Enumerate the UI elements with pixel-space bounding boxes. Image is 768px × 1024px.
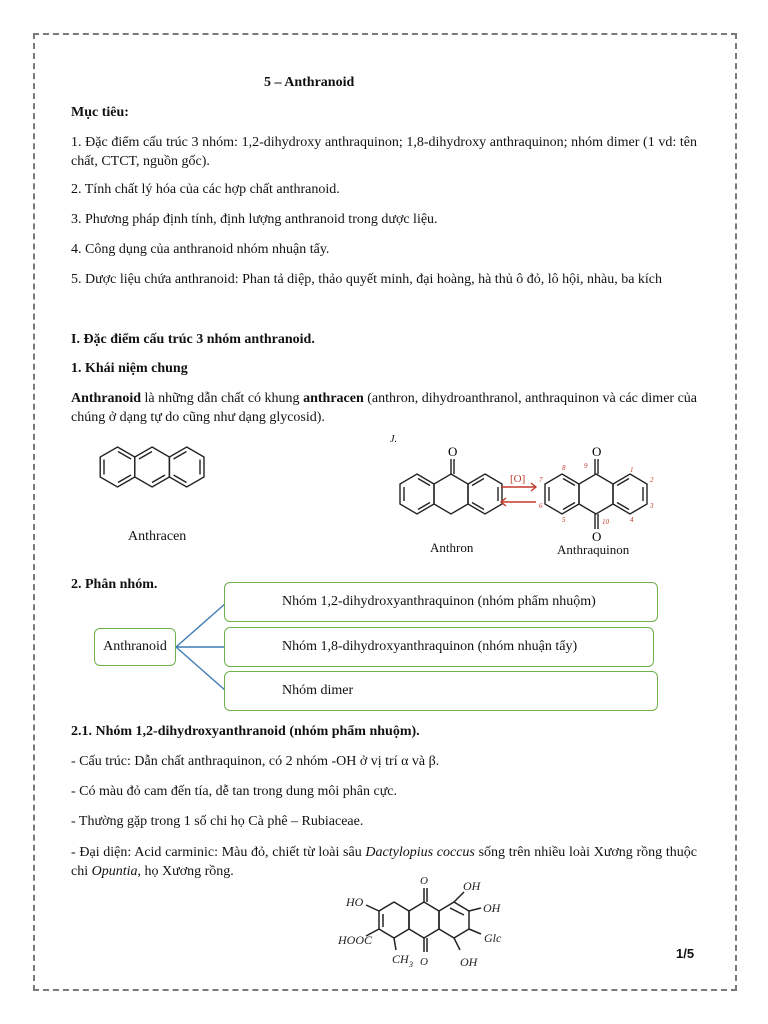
objective-item-3: 3. Phương pháp định tính, định lượng anthranoid trong dược liệu.	[71, 212, 438, 227]
group-label-3: Nhóm dimer	[282, 683, 354, 698]
objective-item-4: 4. Công dụng của anthranoid nhóm nhuận tẩy.	[71, 242, 330, 257]
group-box-3	[224, 671, 658, 711]
svg-text:1: 1	[630, 466, 634, 474]
anthraquinon-oxygen-top: O	[592, 444, 602, 459]
svg-text:8: 8	[562, 464, 566, 472]
objective-item-2: 2. Tính chất lý hóa của các hợp chất anthranoid.	[71, 182, 340, 197]
anthraquinon-oxygen-bottom: O	[592, 529, 602, 544]
term-anthranoid: Anthranoid	[71, 391, 142, 406]
anthranoid-root-label: Anthranoid	[103, 639, 167, 654]
anthron-label: Anthron	[430, 540, 474, 555]
species-name: Dactylopius coccus	[365, 845, 475, 860]
classification-connectors	[170, 594, 230, 698]
oh-group-right: OH	[483, 901, 501, 915]
section-2-1-heading: 2.1. Nhóm 1,2-dihydroxyanthranoid (nhóm phẩm nhuộm).	[71, 724, 420, 739]
glc-group: Glc	[484, 931, 502, 945]
group-box-1	[224, 582, 658, 622]
term-anthracen: anthracen	[303, 391, 364, 406]
objective-item-5: 5. Dược liệu chứa anthranoid: Phan tả diệp, thảo quyết minh, đại hoàng, hà thủ ô đỏ, lô hội, nhàu, ba kích	[71, 272, 663, 287]
bullet-color: - Có màu đỏ cam đến tía, dễ tan trong dung môi phân cực.	[71, 784, 398, 799]
carbonyl-o-top: O	[420, 875, 428, 887]
svg-text:9: 9	[584, 462, 588, 470]
svg-text:3: 3	[650, 502, 654, 510]
group-label-1: Nhóm 1,2-dihydroxyanthraquinon (nhóm phẩm nhuộm)	[282, 594, 596, 609]
bullet-representative: - Đại diện: Acid carminic: Màu đỏ, chiết từ loài sâu Dactylopius coccus sống trên nhiều loài Xương rồng thuộc chi Opuntia, họ Xương rồng.	[71, 845, 697, 879]
group-box-2	[224, 627, 654, 667]
section-2-heading: 2. Phân nhóm.	[71, 577, 158, 592]
oh-group-top: OH	[463, 879, 481, 893]
page-number: 1/5	[676, 946, 695, 961]
oxidation-label: [O]	[510, 473, 526, 485]
svg-text:4: 4	[630, 516, 634, 524]
bullet-structure: - Cấu trúc: Dẫn chất anthraquinon, có 2 nhóm -OH ở vị trí α và β.	[71, 754, 440, 769]
ch3-subscript: 3	[409, 960, 413, 969]
section-1-heading: I. Đặc điểm cấu trúc 3 nhóm anthranoid.	[71, 332, 315, 347]
carbonyl-o-bottom: O	[420, 956, 428, 968]
ho-group: HO	[346, 895, 364, 909]
svg-text:6: 6	[539, 502, 543, 510]
anthraquinon-label: Anthraquinon	[557, 542, 630, 557]
section-1-subheading: 1. Khái niệm chung	[71, 361, 188, 376]
svg-text:10: 10	[602, 518, 609, 526]
anthracen-label: Anthracen	[128, 529, 187, 544]
ch3-group: CH	[392, 952, 409, 966]
oh-group-bottom: OH	[460, 955, 478, 969]
anthranoid-root-box	[94, 628, 176, 666]
group-label-2: Nhóm 1,8-dihydroxyanthraquinon (nhóm nhuận tẩy)	[282, 639, 578, 654]
anthranoid-definition: Anthranoid là những dẫn chất có khung anthracen (anthron, dihydroanthranol, anthraquinon và các dimer của chúng ở dạng tự do cũng như dạng glycosid).	[71, 391, 698, 425]
note-mark: J.	[390, 434, 397, 445]
hooc-group: HOOC	[338, 933, 373, 947]
page-title: 5 – Anthranoid	[264, 75, 355, 90]
anthracen-structure	[96, 440, 226, 500]
objectives-heading: Mục tiêu:	[71, 105, 129, 120]
bullet-occurrence: - Thường gặp trong 1 số chi họ Cà phê – Rubiaceae.	[71, 814, 364, 829]
svg-text:5: 5	[562, 516, 566, 524]
svg-text:7: 7	[539, 476, 543, 484]
anthron-oxygen: O	[448, 444, 458, 459]
carminic-acid-structure	[336, 872, 536, 972]
genus-name: Opuntia	[91, 864, 138, 879]
objective-item-1: 1. Đặc điểm cấu trúc 3 nhóm: 1,2-dihydroxy anthraquinon; 1,8-dihydroxy anthraquinon; nhóm dimer (1 vd: tên chất, CTCT, nguồn gốc).	[71, 135, 697, 169]
svg-text:2: 2	[650, 476, 654, 484]
